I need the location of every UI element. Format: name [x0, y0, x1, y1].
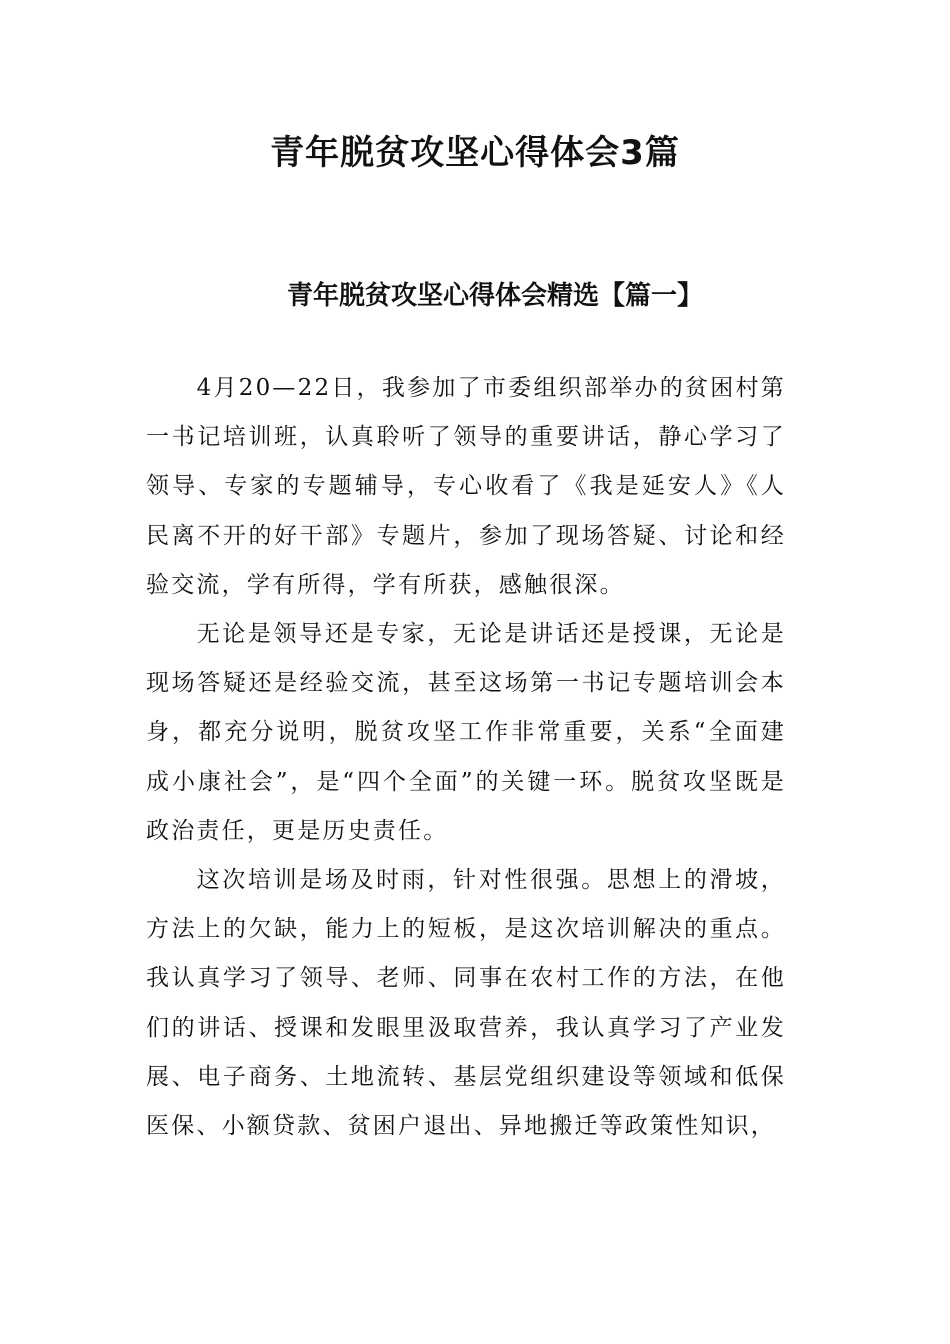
document-title: 青年脱贫攻坚心得体会3篇	[270, 133, 680, 173]
paragraph-1: 4月20—22日，我参加了市委组织部举办的贫困村第一书记培训班，认真聆听了领导的重要讲话，静心学习了领导、专家的专题辅导，专心收看了《我是延安人》《人民离不开的好干部》专题片，参加了现场答疑、讨论和经验交流，学有所得，学有所获，感触很深。	[146, 375, 786, 598]
section-title: 青年脱贫攻坚心得体会精选【篇一】	[286, 281, 703, 311]
paragraph-2: 无论是领导还是专家，无论是讲话还是授课，无论是现场答疑还是经验交流，甚至这场第一书记专题培训会本身，都充分说明，脱贫攻坚工作非常重要，关系“全面建成小康社会”，是“四个全面”的关键一环。脱贫攻坚既是政治责任，更是历史责任。	[146, 621, 786, 844]
paragraph-3: 这次培训是场及时雨，针对性很强。思想上的滑坡，方法上的欠缺，能力上的短板，是这次培训解决的重点。我认真学习了领导、老师、同事在农村工作的方法，在他们的讲话、授课和发眼里汲取营养，我认真学习了产业发展、电子商务、土地流转、基层党组织建设等领域和低保医保、小额贷款、贫困户退出、异地搬迁等政策性知识，	[146, 867, 786, 1140]
document-body	[146, 364, 786, 1151]
